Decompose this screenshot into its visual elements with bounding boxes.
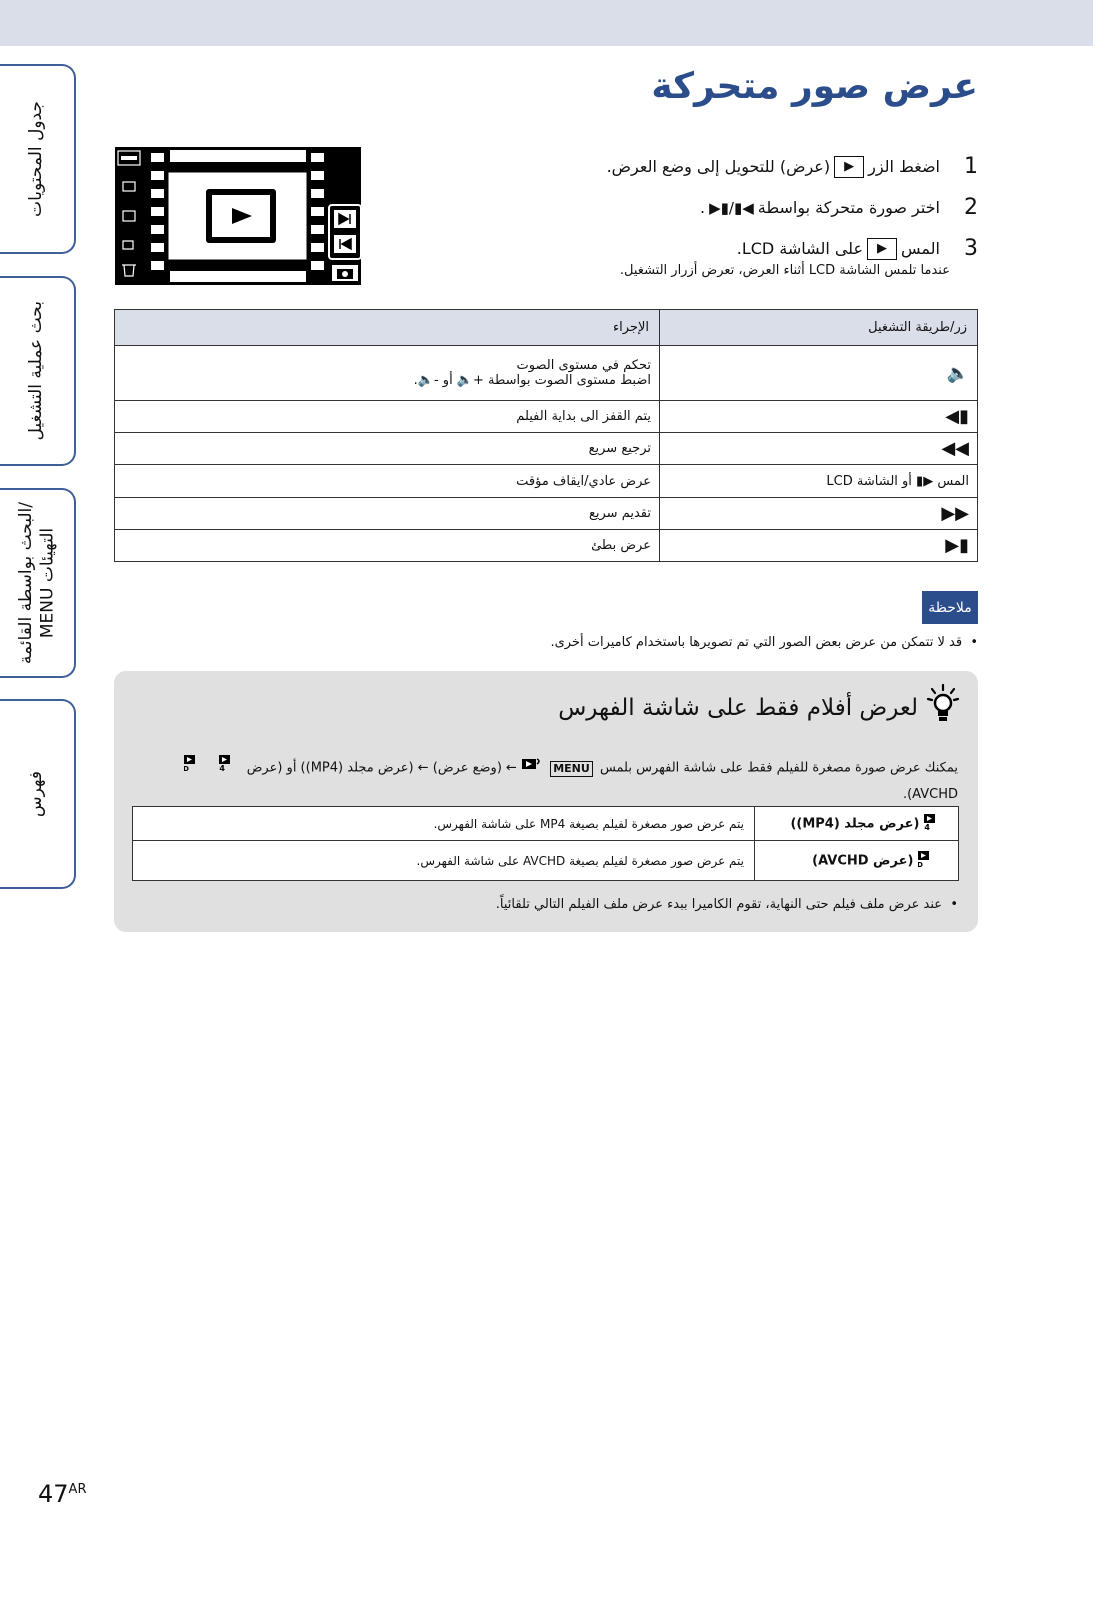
svg-text:AVCHD: D <box>184 765 190 771</box>
lightbulb-icon <box>926 683 960 727</box>
tip-text: AVCHD). <box>902 786 958 802</box>
action-cell: يتم القفز الى بداية الفيلم <box>115 401 660 433</box>
tip-key-label: (عرض مجلد (MP4)) <box>790 816 920 831</box>
tip-paragraph <box>138 755 958 808</box>
avchd-icon <box>184 755 214 781</box>
table-row <box>115 530 978 562</box>
tip-title: لعرض أفلام فقط على شاشة الفهرس <box>558 695 918 721</box>
side-tab-index[interactable] <box>0 699 76 889</box>
table-row <box>115 401 978 433</box>
header-button: زر/طريقة التشغيل <box>660 310 978 346</box>
note-line: قد لا تتمكن من عرض بعض الصور التي تم تصويرها باستخدام كاميرات أخرى. <box>550 635 963 650</box>
action-cell: عرض عادي/ايقاف مؤقت <box>115 465 660 498</box>
step-2 <box>518 187 978 228</box>
side-tab-operation-search[interactable] <box>0 276 76 466</box>
table-row <box>133 807 959 841</box>
page-number-value: 47 <box>38 1480 69 1508</box>
skip-back-icon: ▮◀ <box>660 401 978 433</box>
header-action: الإجراء <box>115 310 660 346</box>
tip-key <box>755 807 959 841</box>
table-row <box>115 465 978 498</box>
step-text: (عرض) للتحويل إلى وضع العرض. <box>606 157 831 176</box>
table-row <box>115 346 978 401</box>
avchd-icon <box>918 851 948 871</box>
bullet-icon: • <box>942 897 958 912</box>
rewind-icon: ◀◀ <box>660 433 978 465</box>
action-cell: تقديم سريع <box>115 498 660 530</box>
mp4-folder-icon <box>924 814 948 834</box>
tip-value: يتم عرض صور مصغرة لفيلم بصيغة MP4 على شاشة الفهرس. <box>133 807 755 841</box>
tip-key <box>755 841 959 881</box>
side-tab-contents[interactable] <box>0 64 76 254</box>
step-text: اضغط الزر <box>868 157 940 176</box>
notes-badge: ملاحظة <box>922 591 978 624</box>
action-line: تحكم في مستوى الصوت <box>516 358 651 373</box>
menu-button-icon: MENU <box>550 761 593 777</box>
action-line: اضبط مستوى الصوت بواسطة +🔈 أو -🔈. <box>413 373 651 388</box>
tip-note <box>496 897 958 912</box>
notes-text <box>550 635 978 650</box>
side-tab-menu-search[interactable] <box>0 488 76 678</box>
play-button-icon: ▶ <box>867 238 897 260</box>
side-tab-label: البحث بواسطة القائمة/ MENU التهيئات <box>15 501 57 665</box>
operations-table <box>114 309 978 562</box>
bullet-icon: • <box>962 635 978 650</box>
svg-text:AVCHD: D <box>918 860 923 867</box>
volume-icon: 🔈 <box>660 346 978 401</box>
camera-screen-illustration <box>115 147 361 285</box>
fast-forward-icon: ▶▶ <box>660 498 978 530</box>
table-row <box>115 433 978 465</box>
side-tab-label: جدول المحتويات <box>26 101 47 217</box>
mp4-folder-icon <box>219 755 243 781</box>
action-cell: ترجيع سريع <box>115 433 660 465</box>
action-cell <box>115 346 660 401</box>
step-number: 3 <box>964 236 978 261</box>
action-cell: عرض بطئ <box>115 530 660 562</box>
step-text: . <box>700 198 706 217</box>
table-header-row <box>115 310 978 346</box>
tip-text: يمكنك عرض صورة مصغرة للفيلم فقط على شاشة الفهرس بلمس <box>599 760 958 776</box>
prev-next-icon: ◀▮/▮▶ <box>709 198 754 217</box>
table-row <box>115 498 978 530</box>
tip-value: يتم عرض صور مصغرة لفيلم بصيغة AVCHD على شاشة الفهرس. <box>133 841 755 881</box>
step-text: على الشاشة LCD. <box>736 239 864 258</box>
svg-text:MP4: 4 <box>924 822 930 830</box>
play-pause-icon: المس ▶▮ أو الشاشة LCD <box>660 465 978 498</box>
step-1 <box>518 146 978 187</box>
play-button-icon: ▶ <box>834 156 864 178</box>
page-number-suffix: AR <box>68 1482 87 1497</box>
step-number: 1 <box>964 154 978 179</box>
slow-play-icon: ▮▶ <box>660 530 978 562</box>
side-tab-label: بحث عملية التشغيل <box>26 301 47 441</box>
table-row <box>133 841 959 881</box>
tip-key-label: (عرض AVCHD) <box>812 853 914 868</box>
tip-table <box>132 806 959 881</box>
playback-mode-icon <box>521 755 543 781</box>
page-title: عرض صور متحركة <box>651 66 978 107</box>
step-note: عندما تلمس الشاشة LCD أثناء العرض، تعرض أزرار التشغيل. <box>619 263 950 278</box>
top-header-bar <box>0 0 1093 46</box>
step-text: اختر صورة متحركة بواسطة <box>757 198 940 217</box>
tip-note-text: عند عرض ملف فيلم حتى النهاية، تقوم الكاميرا ببدء عرض ملف الفيلم التالي تلقائياً. <box>495 897 943 912</box>
steps-list <box>518 146 978 278</box>
tip-text: ← (وضع عرض) ← (عرض مجلد (MP4)) أو (عرض <box>246 760 517 776</box>
page-number <box>38 1480 86 1508</box>
step-text: المس <box>901 239 940 258</box>
tip-box <box>114 671 978 932</box>
side-tab-label: فهرس <box>26 770 47 818</box>
svg-text:MP4: 4 <box>218 764 225 771</box>
step-number: 2 <box>964 195 978 220</box>
